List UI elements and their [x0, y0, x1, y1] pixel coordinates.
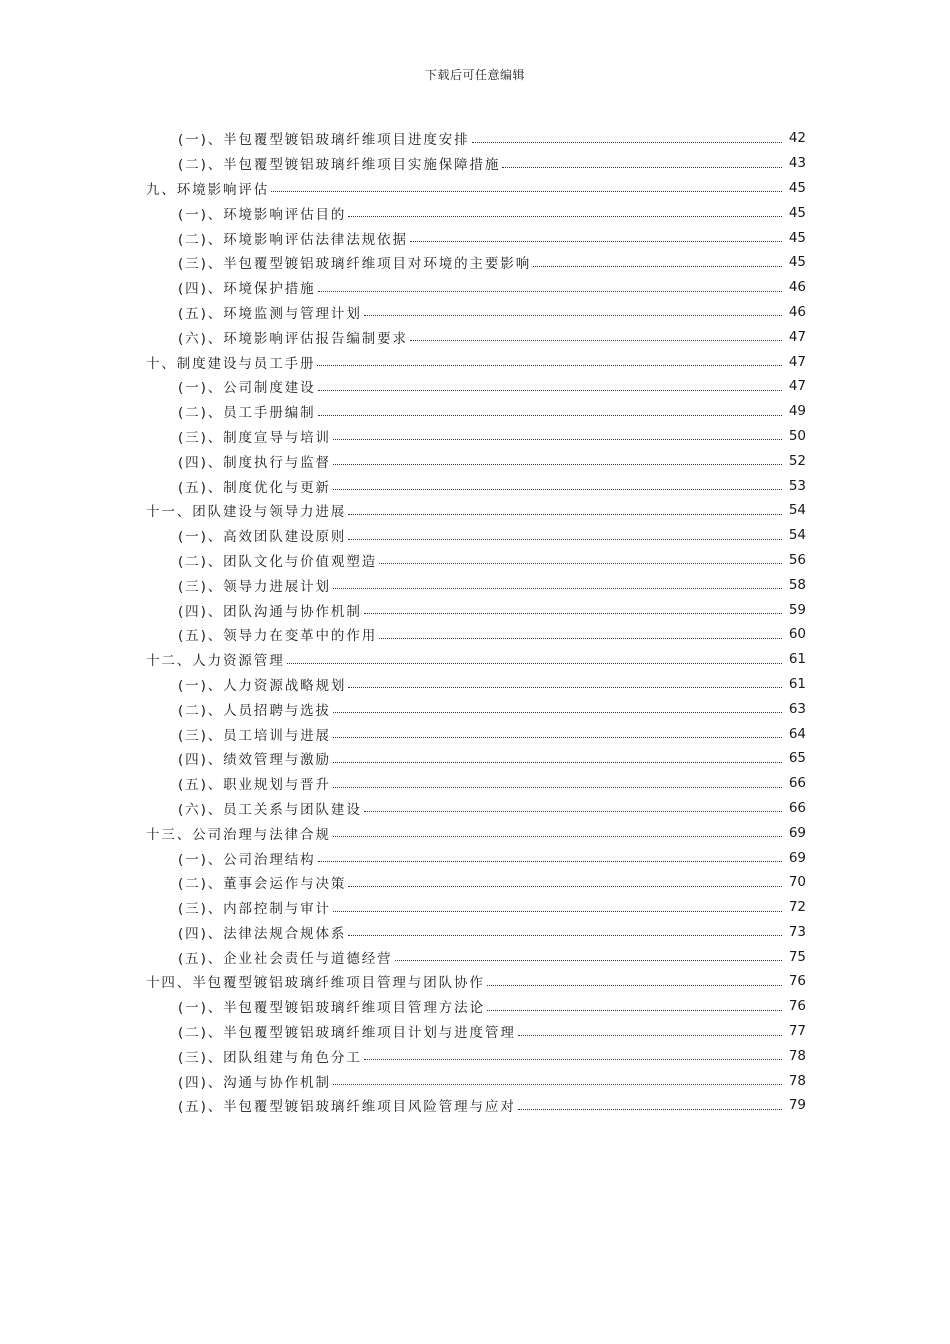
toc-page-number: 58	[788, 576, 806, 593]
toc-page-number: 69	[788, 824, 806, 841]
toc-dot-leader	[502, 153, 782, 168]
toc-entry-label: 十一、团队建设与领导力进展	[146, 504, 347, 521]
toc-dot-leader	[533, 252, 782, 267]
toc-section-entry[interactable]	[0, 200, 950, 225]
toc-page-number: 47	[788, 378, 806, 395]
toc-page-number: 45	[788, 179, 806, 196]
toc-entry-label: (五)、企业社会责任与道德经营	[178, 950, 393, 967]
toc-page-number: 47	[788, 353, 806, 370]
toc-entry-label: (一)、环境影响评估目的	[178, 206, 347, 223]
toc-page-number: 65	[788, 750, 806, 767]
toc-dot-leader	[333, 748, 782, 763]
toc-page-number: 45	[788, 204, 806, 221]
toc-section-entry[interactable]	[0, 1093, 950, 1118]
toc-page-number: 76	[788, 973, 806, 990]
toc-entry-label: (一)、公司治理结构	[178, 851, 316, 868]
toc-section-entry[interactable]	[0, 672, 950, 697]
toc-entry-label: (二)、员工手册编制	[178, 405, 316, 422]
toc-dot-leader	[364, 301, 782, 316]
toc-page-number: 61	[788, 675, 806, 692]
toc-entry-label: (二)、团队文化与价值观塑造	[178, 553, 378, 570]
toc-section-entry[interactable]	[0, 721, 950, 746]
toc-entry-label: (一)、半包覆型镀铝玻璃纤维项目管理方法论	[178, 1000, 485, 1017]
toc-entry-label: 十三、公司治理与法律合规	[146, 826, 331, 843]
toc-entry-label: (四)、制度执行与监督	[178, 454, 331, 471]
toc-page-number: 45	[788, 229, 806, 246]
toc-section-entry[interactable]	[0, 1043, 950, 1068]
toc-section-entry[interactable]	[0, 845, 950, 870]
toc-dot-leader	[348, 673, 782, 688]
toc-chapter-entry[interactable]	[0, 820, 950, 845]
toc-entry-label: 十四、半包覆型镀铝玻璃纤维项目管理与团队协作	[146, 975, 485, 992]
toc-section-entry[interactable]	[0, 1068, 950, 1093]
toc-dot-leader	[364, 1045, 782, 1060]
toc-dot-leader	[333, 723, 782, 738]
toc-section-entry[interactable]	[0, 1019, 950, 1044]
toc-page-number: 77	[788, 1023, 806, 1040]
toc-page-number: 52	[788, 452, 806, 469]
toc-dot-leader	[318, 277, 782, 292]
toc-section-entry[interactable]	[0, 250, 950, 275]
toc-section-entry[interactable]	[0, 920, 950, 945]
toc-entry-label: (四)、环境保护措施	[178, 281, 316, 298]
toc-section-entry[interactable]	[0, 870, 950, 895]
toc-section-entry[interactable]	[0, 994, 950, 1019]
toc-page-number: 63	[788, 700, 806, 717]
toc-chapter-entry[interactable]	[0, 176, 950, 201]
toc-section-entry[interactable]	[0, 448, 950, 473]
toc-page-number: 47	[788, 328, 806, 345]
toc-dot-leader	[410, 227, 782, 242]
toc-dot-leader	[487, 996, 782, 1011]
toc-dot-leader	[333, 1070, 782, 1085]
toc-section-entry[interactable]	[0, 225, 950, 250]
toc-section-entry[interactable]	[0, 746, 950, 771]
toc-section-entry[interactable]	[0, 597, 950, 622]
toc-entry-label: (五)、半包覆型镀铝玻璃纤维项目风险管理与应对	[178, 1099, 516, 1116]
toc-dot-leader	[318, 847, 782, 862]
toc-entry-label: (三)、领导力进展计划	[178, 578, 331, 595]
toc-dot-leader	[518, 1095, 782, 1110]
toc-page-number: 49	[788, 403, 806, 420]
toc-entry-label: (二)、人员招聘与选拔	[178, 702, 331, 719]
toc-entry-label: (五)、领导力在变革中的作用	[178, 628, 378, 645]
toc-section-entry[interactable]	[0, 523, 950, 548]
toc-dot-leader	[333, 773, 782, 788]
toc-dot-leader	[364, 797, 782, 812]
toc-page-number: 46	[788, 279, 806, 296]
toc-dot-leader	[333, 574, 782, 589]
toc-page-number: 54	[788, 527, 806, 544]
toc-dot-leader	[333, 475, 782, 490]
toc-page-number: 53	[788, 477, 806, 494]
toc-chapter-entry[interactable]	[0, 969, 950, 994]
toc-dot-leader	[395, 946, 782, 961]
toc-section-entry[interactable]	[0, 796, 950, 821]
toc-section-entry[interactable]	[0, 622, 950, 647]
toc-entry-label: (六)、员工关系与团队建设	[178, 801, 362, 818]
toc-section-entry[interactable]	[0, 696, 950, 721]
toc-entry-label: (六)、环境影响评估报告编制要求	[178, 330, 408, 347]
toc-chapter-entry[interactable]	[0, 349, 950, 374]
toc-dot-leader	[333, 425, 782, 440]
toc-page-number: 56	[788, 551, 806, 568]
toc-page-number: 66	[788, 775, 806, 792]
toc-entry-label: (三)、员工培训与进展	[178, 727, 331, 744]
toc-page-number: 43	[788, 155, 806, 172]
toc-chapter-entry[interactable]	[0, 498, 950, 523]
toc-page-number: 50	[788, 427, 806, 444]
toc-dot-leader	[410, 326, 782, 341]
toc-page-number: 76	[788, 998, 806, 1015]
toc-dot-leader	[379, 624, 782, 639]
toc-dot-leader	[333, 822, 782, 837]
toc-dot-leader	[487, 971, 782, 986]
toc-entry-label: (五)、职业规划与晋升	[178, 777, 331, 794]
toc-entry-label: (三)、制度宣导与培训	[178, 429, 331, 446]
toc-dot-leader	[348, 525, 782, 540]
toc-section-entry[interactable]	[0, 548, 950, 573]
toc-section-entry[interactable]	[0, 572, 950, 597]
toc-entry-label: (四)、团队沟通与协作机制	[178, 603, 362, 620]
toc-page-number: 66	[788, 799, 806, 816]
toc-section-entry[interactable]	[0, 771, 950, 796]
toc-section-entry[interactable]	[0, 151, 950, 176]
toc-page-number: 61	[788, 651, 806, 668]
toc-page-number: 78	[788, 1047, 806, 1064]
toc-entry-label: (一)、半包覆型镀铝玻璃纤维项目进度安排	[178, 132, 470, 149]
toc-section-entry[interactable]	[0, 300, 950, 325]
toc-entry-label: (三)、半包覆型镀铝玻璃纤维项目对环境的主要影响	[178, 256, 532, 273]
toc-dot-leader	[348, 500, 782, 515]
toc-dot-leader	[348, 921, 782, 936]
toc-dot-leader	[318, 401, 782, 416]
toc-entry-label: 十、制度建设与员工手册	[146, 355, 316, 372]
toc-entry-label: (五)、环境监测与管理计划	[178, 305, 362, 322]
toc-section-entry[interactable]	[0, 324, 950, 349]
toc-entry-label: (五)、制度优化与更新	[178, 479, 331, 496]
toc-dot-leader	[333, 450, 782, 465]
toc-dot-leader	[333, 698, 782, 713]
toc-page-number: 69	[788, 849, 806, 866]
toc-page-number: 42	[788, 130, 806, 147]
toc-page-number: 54	[788, 502, 806, 519]
toc-page-number: 70	[788, 874, 806, 891]
table-of-contents	[0, 126, 950, 1118]
toc-page-number: 73	[788, 923, 806, 940]
toc-page-number: 72	[788, 899, 806, 916]
toc-page-number: 75	[788, 948, 806, 965]
toc-section-entry[interactable]	[0, 895, 950, 920]
toc-section-entry[interactable]	[0, 473, 950, 498]
toc-entry-label: (三)、团队组建与角色分工	[178, 1049, 362, 1066]
toc-dot-leader	[348, 202, 782, 217]
toc-entry-label: (二)、环境影响评估法律法规依据	[178, 231, 408, 248]
toc-section-entry[interactable]	[0, 399, 950, 424]
toc-entry-label: (二)、半包覆型镀铝玻璃纤维项目计划与进度管理	[178, 1025, 516, 1042]
toc-page-number: 45	[788, 254, 806, 271]
toc-dot-leader	[271, 177, 782, 192]
toc-page-number: 46	[788, 303, 806, 320]
toc-section-entry[interactable]	[0, 424, 950, 449]
toc-dot-leader	[364, 599, 782, 614]
toc-page-number: 59	[788, 601, 806, 618]
toc-section-entry[interactable]	[0, 374, 950, 399]
toc-chapter-entry[interactable]	[0, 647, 950, 672]
toc-dot-leader	[317, 351, 782, 366]
toc-page-number: 64	[788, 725, 806, 742]
toc-page-number: 79	[788, 1097, 806, 1114]
toc-entry-label: (四)、沟通与协作机制	[178, 1074, 331, 1091]
toc-entry-label: (二)、半包覆型镀铝玻璃纤维项目实施保障措施	[178, 157, 501, 174]
toc-dot-leader	[472, 128, 782, 143]
toc-entry-label: (二)、董事会运作与决策	[178, 876, 347, 893]
toc-section-entry[interactable]	[0, 275, 950, 300]
toc-entry-label: (一)、人力资源战略规划	[178, 677, 347, 694]
toc-entry-label: 十二、人力资源管理	[146, 653, 285, 670]
toc-dot-leader	[518, 1021, 782, 1036]
toc-entry-label: (一)、公司制度建设	[178, 380, 316, 397]
page-header: 下载后可任意编辑	[424, 68, 525, 82]
toc-entry-label: 九、环境影响评估	[146, 181, 270, 198]
toc-page-number: 60	[788, 626, 806, 643]
toc-section-entry[interactable]	[0, 944, 950, 969]
toc-dot-leader	[379, 549, 782, 564]
toc-section-entry[interactable]	[0, 126, 950, 151]
toc-entry-label: (一)、高效团队建设原则	[178, 529, 347, 546]
toc-entry-label: (四)、绩效管理与激励	[178, 752, 331, 769]
toc-dot-leader	[348, 872, 782, 887]
toc-dot-leader	[333, 897, 782, 912]
toc-entry-label: (三)、内部控制与审计	[178, 901, 331, 918]
toc-page-number: 78	[788, 1072, 806, 1089]
toc-dot-leader	[287, 649, 782, 664]
toc-dot-leader	[318, 376, 782, 391]
toc-entry-label: (四)、法律法规合规体系	[178, 925, 347, 942]
